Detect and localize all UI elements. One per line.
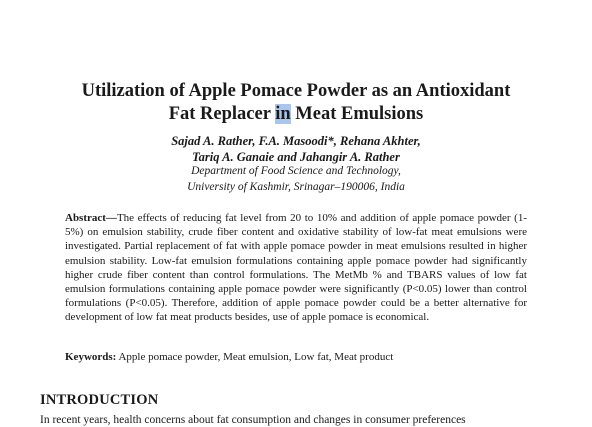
affiliation-line-2: University of Kashmir, Srinagar–190006, India: [187, 181, 405, 193]
keywords: [65, 350, 527, 364]
section-heading-introduction: INTRODUCTION: [40, 392, 159, 408]
search-highlight: in: [275, 104, 291, 124]
abstract: [65, 211, 527, 325]
paper-title-line-2: [40, 103, 552, 125]
title-text-line-1: Utilization of Apple Pomace Powder as an Antioxidant: [81, 81, 511, 101]
title-text-after-highlight: Meat Emulsions: [290, 104, 424, 124]
keywords-text: Apple pomace powder, Meat emulsion, Low fat, Meat product: [116, 351, 394, 363]
authors-line-1: Sajad A. Rather, F.A. Masoodi*, Rehana Akhter,: [171, 134, 421, 148]
paper-title-line-1: [40, 80, 552, 102]
authors-line-2: Tariq A. Ganaie and Jahangir A. Rather: [192, 149, 400, 164]
title-text-before-highlight: Fat Replacer: [168, 104, 276, 124]
keywords-label: Keywords:: [65, 351, 117, 363]
introduction-first-line: In recent years, health concerns about fat consumption and changes in consumer preferences: [40, 414, 466, 426]
affiliation-line-1: Department of Food Science and Technology,: [191, 165, 401, 177]
abstract-text: The effects of reducing fat level from 20 to 10% and addition of apple pomace powder (1-5%) on emulsion stability, crude fiber content and oxidative stability of low-fat meat emulsions were investigated. Partial replacement of fat with apple pomace powder in meat emulsions resulted in higher emulsion stability. Low-fat emulsion formulations containing apple pomace powder had significantly higher crude fiber content than control formulations. The MetMb % and TBARS values of low fat emulsion formulations containing apple pomace powder were significantly (P<0.05) lower than control formulations (P<0.05). Therefore, addition of apple pomace powder could be a better alternative for development of low fat meat products besides, use of apple pomace is economical.: [65, 212, 527, 324]
abstract-label: Abstract—: [65, 212, 117, 224]
